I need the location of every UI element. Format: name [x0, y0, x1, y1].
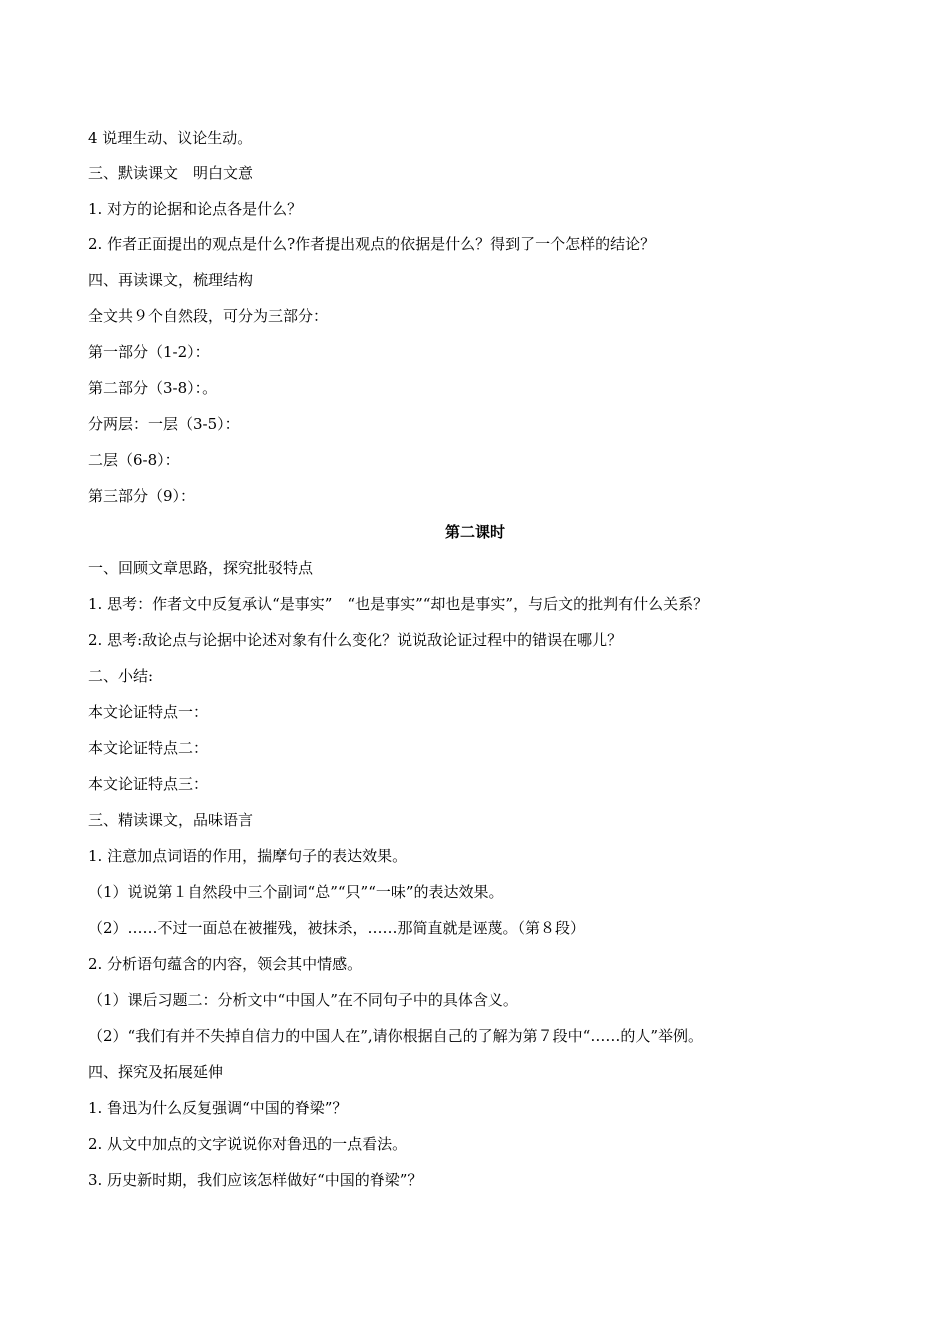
question-line: 3. 历史新时期，我们应该怎样做好“中国的脊梁”？: [88, 1171, 423, 1189]
question-line: （1）说说第１自然段中三个副词“总”“只”“一味”的表达效果。: [88, 883, 504, 901]
text-line: 第二部分（3-8）：。: [88, 379, 218, 397]
text-line: 本文论证特点三：: [88, 775, 209, 793]
question-line: （2）“我们有并不失掉自信力的中国人在”,请你根据自己的了解为第７段中“……的人”举例。: [88, 1027, 703, 1045]
question-line: 1. 鲁迅为什么反复强调“中国的脊梁”？: [88, 1099, 348, 1117]
text-line: 分两层：一层（3-5）：: [88, 415, 240, 433]
text-line: 全文共９个自然段，可分为三部分：: [88, 307, 329, 325]
question-line: 1. 对方的论据和论点各是什么？: [88, 200, 303, 218]
text-line: 4 说理生动、议论生动。: [88, 129, 253, 147]
section-heading: 一、回顾文章思路，探究批驳特点: [88, 559, 314, 577]
text-line: 本文论证特点二：: [88, 739, 209, 757]
question-line: 2. 分析语句蕴含的内容，领会其中情感。: [88, 955, 363, 973]
question-line: 2. 从文中加点的文字说说你对鲁迅的一点看法。: [88, 1135, 408, 1153]
section-heading: 四、探究及拓展延伸: [88, 1063, 224, 1081]
section-heading: 三、默读课文 明白文意: [88, 164, 254, 182]
section-title: 第二课时: [444, 523, 505, 541]
question-line: 1. 思考：作者文中反复承认“是事实” “也是事实”“却也是事实”，与后文的批判有什么关系？: [88, 595, 709, 613]
text-line: 二层（6-8）：: [88, 451, 180, 469]
question-line: 2. 作者正面提出的观点是什么?作者提出观点的依据是什么？得到了一个怎样的结论？: [88, 235, 656, 253]
section-heading: 二、小结:: [88, 667, 154, 685]
question-line: （1）课后习题二：分析文中“中国人”在不同句子中的具体含义。: [88, 991, 518, 1009]
text-line: 第一部分（1-2）：: [88, 343, 210, 361]
question-line: （2）……不过一面总在被摧残，被抹杀，……那简直就是诬蔑。（第８段）: [88, 919, 586, 937]
section-heading: 三、精读课文，品味语言: [88, 811, 254, 829]
text-line: 第三部分（9）：: [88, 487, 196, 505]
section-heading: 四、再读课文，梳理结构: [88, 271, 254, 289]
text-line: 本文论证特点一：: [88, 703, 209, 721]
question-line: 2. 思考:敌论点与论据中论述对象有什么变化？说说敌论证过程中的错误在哪儿？: [88, 631, 623, 649]
question-line: 1. 注意加点词语的作用，揣摩句子的表达效果。: [88, 847, 408, 865]
